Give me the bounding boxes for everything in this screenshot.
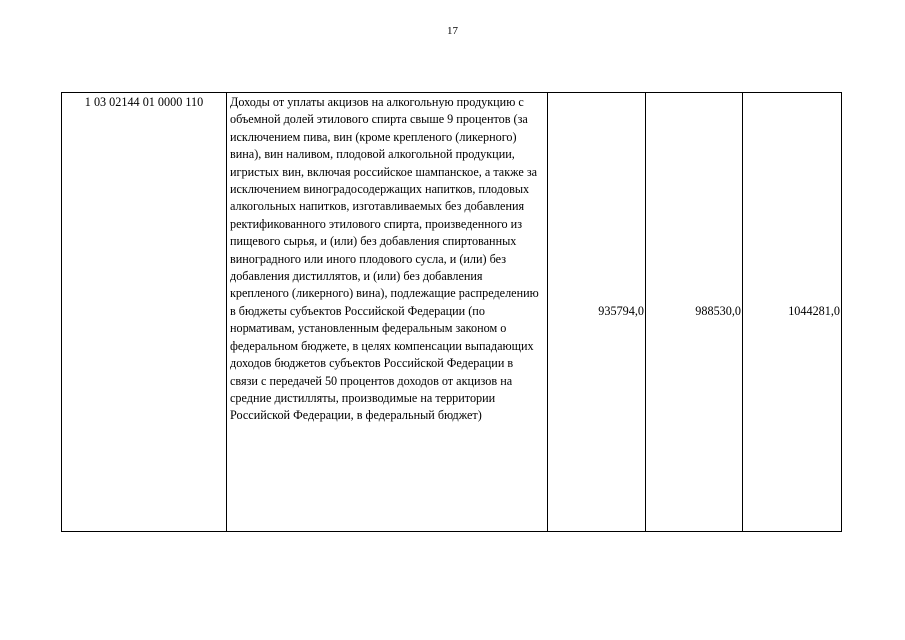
table-row xyxy=(62,93,842,532)
budget-revenue-table xyxy=(61,92,842,532)
page-number: 17 xyxy=(447,25,458,37)
amount-year-1-cell: 935794,0 xyxy=(548,93,646,532)
revenue-code-cell: 1 03 02144 01 0000 110 xyxy=(62,93,227,532)
revenue-description-cell: Доходы от уплаты акцизов на алкогольную продукцию с объемной долей этилового спирта свыше 9 процентов (за исключением пива, вин (кроме крепленого (ликерного) вина), вин наливом, плодовой алкогольной продукции, игристых вин, включая российское шампанское, а также за исключением виноградосодержащих напитков, плодовых алкогольных напитков, изготавливаемых без добавления ректификованного этилового спирта, произведенного из пищевого сырья, и (или) без добавления спиртованных виноградного или иного плодового сусла, и (или) без добавления дистиллятов, и (или) без добавления крепленого (ликерного) вина), подлежащие распределению в бюджеты субъектов Российской Федерации (по нормативам, установленным федеральным законом о федеральном бюджете, в целях компенсации выпадающих доходов бюджетов субъектов Российской Федерации в связи с передачей 50 процентов доходов от акцизов на средние дистилляты, производимые на территории Российской Федерации, в федеральный бюджет) xyxy=(227,93,548,532)
amount-year-3-cell: 1044281,0 xyxy=(743,93,842,532)
amount-year-2-cell: 988530,0 xyxy=(646,93,743,532)
